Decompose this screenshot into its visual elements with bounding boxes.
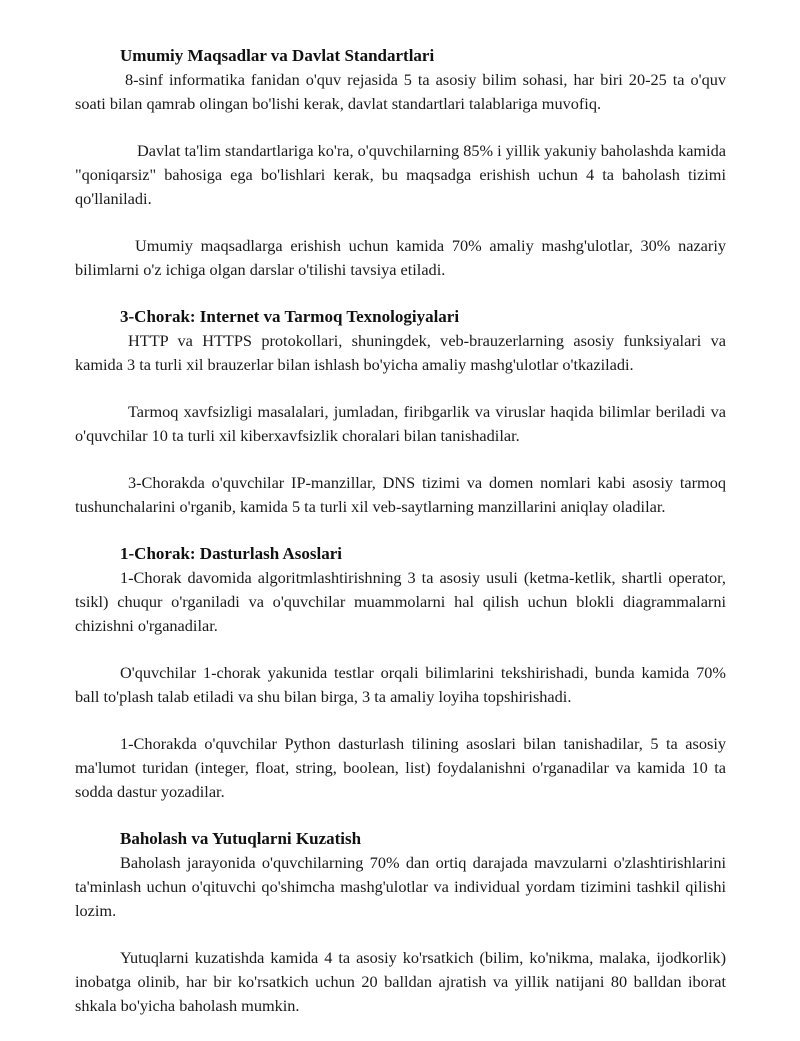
paragraph: Tarmoq xavfsizligi masalalari, jumladan, firibgarlik va viruslar haqida bilimlar beriladi va o'quvchilar 10 ta turli xil kiberxavfsizlik choralari bilan tanishadilar.: [75, 402, 726, 445]
section-quarter-3: [75, 305, 726, 519]
paragraph: 1-Chorakda o'quvchilar Python dasturlash tilining asoslari bilan tanishadilar, 5 ta asosiy ma'lumot turidan (integer, float, string, boolean, list) foydalanishni o'rganadilar va kamida 10 ta sodda dastur yozadilar.: [75, 734, 726, 801]
paragraph: 1-Chorak davomida algoritmlashtirishning 3 ta asosiy usuli (ketma-ketlik, shartli operator, tsikl) chuqur o'rganiladi va o'quvchilar muammolarni hal qilish uchun blokli diagrammalarni chizishni o'rganadilar.: [75, 568, 726, 635]
paragraph: HTTP va HTTPS protokollari, shuningdek, veb-brauzerlarning asosiy funksiyalari va kamida 3 ta turli xil brauzerlar bilan ishlash bo'yicha amaliy mashg'ulotlar o'tkaziladi.: [75, 331, 726, 374]
section-quarter-1: [75, 542, 726, 804]
paragraph: 8-sinf informatika fanidan o'quv rejasida 5 ta asosiy bilim sohasi, har biri 20-25 ta o'quv soati bilan qamrab olingan bo'lishi kerak, davlat standartlari talablariga muvofiq.: [75, 70, 726, 113]
paragraph: 3-Chorakda o'quvchilar IP-manzillar, DNS tizimi va domen nomlari kabi asosiy tarmoq tushunchalarini o'rganib, kamida 5 ta turli xil veb-saytlarning manzillarini aniqlay oladilar.: [75, 473, 726, 516]
paragraph: Umumiy maqsadlarga erishish uchun kamida 70% amaliy mashg'ulotlar, 30% nazariy bilimlarni o'z ichiga olgan darslar o'tilishi tavsiya etiladi.: [75, 236, 726, 279]
paragraph: O'quvchilar 1-chorak yakunida testlar orqali bilimlarini tekshirishadi, bunda kamida 70% ball to'plash talab etiladi va shu bilan birga, 3 ta amaliy loyiha topshirishadi.: [75, 663, 726, 706]
section-assessment: [75, 827, 726, 1018]
section-general-goals: [75, 44, 726, 282]
section-heading: 1-Chorak: Dasturlash Asoslari: [120, 544, 342, 563]
section-heading: Umumiy Maqsadlar va Davlat Standartlari: [120, 46, 435, 65]
paragraph: Yutuqlarni kuzatishda kamida 4 ta asosiy ko'rsatkich (bilim, ko'nikma, malaka, ijodkorlik) inobatga olinib, har bir ko'rsatkich uchun 20 balldan ajratish va yillik natijani 80 balldan iborat shkala bo'yicha baholash mumkin.: [75, 948, 726, 1015]
document-page: [75, 44, 726, 1041]
paragraph: Davlat ta'lim standartlariga ko'ra, o'quvchilarning 85% i yillik yakuniy baholashda kamida "qoniqarsiz" bahosiga ega bo'lishlari kerak, bu maqsadga erishish uchun 4 ta baholash tizimi qo'llaniladi.: [75, 141, 726, 208]
section-heading: Baholash va Yutuqlarni Kuzatish: [120, 829, 362, 848]
section-heading: 3-Chorak: Internet va Tarmoq Texnologiyalari: [120, 307, 460, 326]
paragraph: Baholash jarayonida o'quvchilarning 70% dan ortiq darajada mavzularni o'zlashtirishlarini ta'minlash uchun o'qituvchi qo'shimcha mashg'ulotlar va individual yordam tizimini tashkil qilishi lozim.: [75, 853, 726, 920]
